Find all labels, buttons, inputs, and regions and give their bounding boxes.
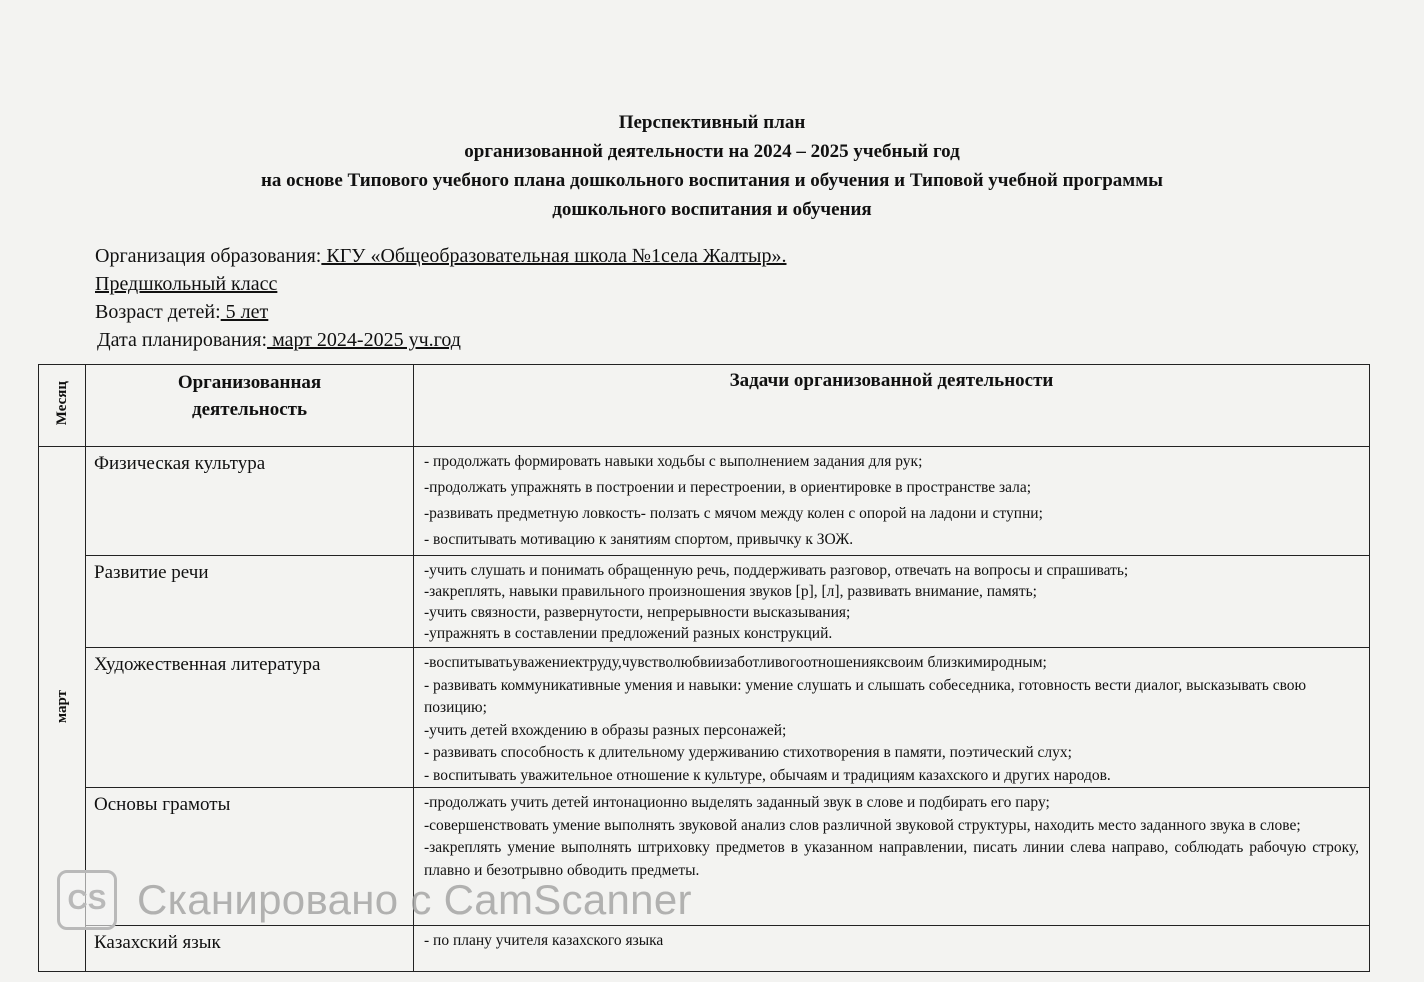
document-meta: [95, 242, 786, 354]
table-row: [39, 926, 1370, 972]
tasks-cell: -воспитыватьуважениектруду,чувстволюбвиизаботливогоотношенияксвоим близкимиродным; - развивать коммуникативные умения и навыки: умение слушать и слышать собеседника, готовность вести диалог, высказывать свою позицию; -учить детей вхождению в образы разных персонажей; - развивать способность к длительному удерживанию стихотворения в памяти, поэтический слух; - воспитывать уважительное отношение к культуре, обычаям и традициям казахского и других народов.: [414, 648, 1370, 788]
activity-cell: Физическая культура: [86, 447, 414, 556]
tasks-cell: -учить слушать и понимать обращенную речь, поддерживать разговор, отвечать на вопросы и спрашивать; -закреплять, навыки правильного произношения звуков [р], [л], развивать внимание, память; -учить связности, развернутости, непрерывности высказывания; -упражнять в составлении предложений разных конструкций.: [414, 556, 1370, 648]
table-row: [39, 447, 1370, 556]
activity-cell: Развитие речи: [86, 556, 414, 648]
table-row: [39, 788, 1370, 926]
activity-cell: Казахский язык: [86, 926, 414, 972]
title-line-3: на основе Типового учебного плана дошкольного воспитания и обучения и Типовой учебной программы: [260, 170, 1164, 191]
activity-cell: Основы грамоты: [86, 788, 414, 926]
date-label: Дата планирования:: [97, 329, 268, 351]
header-activity: Организованная деятельность: [86, 365, 414, 447]
tasks-cell: -продолжать учить детей интонационно выделять заданный звук в слове и подбирать его пару; -совершенствовать умение выполнять звуковой анализ слов различной звуковой структуры, находить место заданного звука в слове; -закреплять умение выполнять штриховку предметов в указанном направлении, писать линии слева направо, соблюдать рабочую строку, плавно и безотрывно обводить предметы.: [414, 788, 1370, 926]
plan-table: [38, 364, 1370, 972]
org-row: [95, 242, 786, 270]
date-row: [95, 326, 786, 354]
activity-cell: Художественная литература: [86, 648, 414, 788]
document-title: [0, 108, 1424, 224]
month-cell: март: [39, 447, 86, 972]
camscanner-logo-icon: CS: [57, 870, 117, 930]
title-line-2: организованной деятельности на 2024 – 2025 учебный год: [464, 141, 960, 162]
title-line-4: дошкольного воспитания и обучения: [552, 199, 872, 220]
tasks-cell: - продолжать формировать навыки ходьбы с выполнением задания для рук; -продолжать упражнять в построении и перестроении, в ориентировке в пространстве зала; -развивать предметную ловкость- ползать с мячом между колен с опорой на ладони и ступни; - воспитывать мотивацию к занятиям спортом, привычку к ЗОЖ.: [414, 447, 1370, 556]
class-value: Предшкольный класс: [95, 273, 278, 295]
org-label: Организация образования:: [95, 245, 322, 267]
class-row: [95, 270, 786, 298]
tasks-cell: - по плану учителя казахского языка: [414, 926, 1370, 972]
table-row: [39, 648, 1370, 788]
age-label: Возраст детей:: [95, 301, 221, 323]
title-line-1: Перспективный план: [618, 112, 806, 133]
age-value: 5 лет: [220, 301, 269, 323]
table-row: [39, 556, 1370, 648]
header-tasks: Задачи организованной деятельности: [414, 365, 1370, 447]
date-value: март 2024-2025 уч.год: [267, 329, 461, 351]
watermark-text: Сканировано с CamScanner: [137, 876, 692, 923]
org-value: КГУ «Общеобразовательная школа №1села Жалтыр».: [321, 245, 787, 267]
header-month: Месяц: [39, 365, 86, 447]
age-row: [95, 298, 786, 326]
table-header-row: [39, 365, 1370, 447]
